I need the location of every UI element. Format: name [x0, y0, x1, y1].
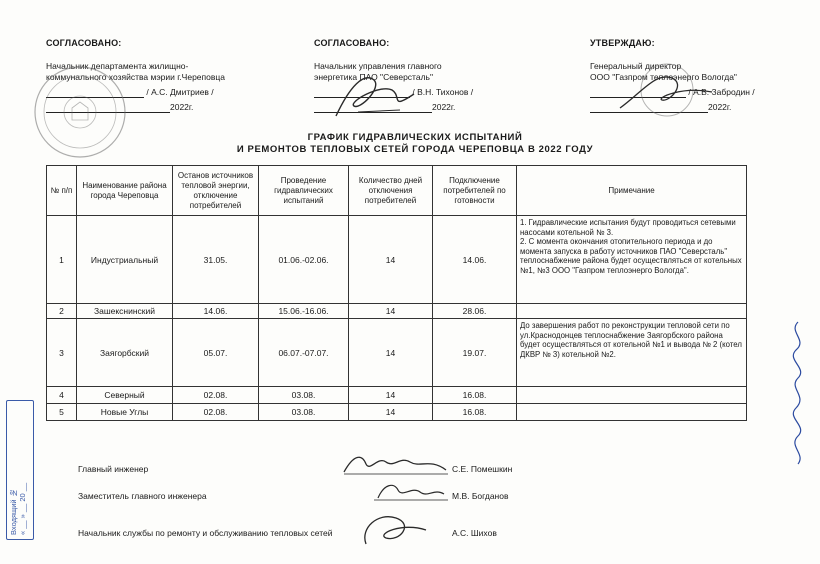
approval-signature-line [314, 87, 544, 98]
row-number: 1 [47, 216, 77, 304]
approval-block-severstal [314, 38, 544, 113]
connect-date-cell: 16.08. [433, 387, 517, 404]
header-cell: Останов источников тепловой энергии, отключение потребителей [173, 166, 259, 216]
approval-signature-line [46, 87, 276, 98]
header-cell: № п/п [47, 166, 77, 216]
signature-scribble [356, 508, 436, 552]
approval-date-line [590, 102, 810, 113]
signer-role: Заместитель главного инженера [78, 491, 207, 501]
district-cell: Новые Углы [77, 404, 173, 421]
signer-name: М.В. Богданов [452, 491, 509, 501]
test-dates-cell: 01.06.-02.06. [259, 216, 349, 304]
approval-date: 2022г. [170, 102, 194, 112]
approval-heading: УТВЕРЖДАЮ: [590, 38, 655, 48]
connect-date-cell: 16.08. [433, 404, 517, 421]
header-cell: Проведение гидравлических испытаний [259, 166, 349, 216]
header-cell: Количество дней отключения потребителей [349, 166, 433, 216]
district-cell: Зашекснинский [77, 304, 173, 319]
stop-date-cell: 31.05. [173, 216, 259, 304]
approval-date-line [314, 102, 544, 113]
approval-signatory-name: / А.С. Дмитриев / [146, 87, 214, 97]
connect-date-cell: 28.06. [433, 304, 517, 319]
signer-name: С.Е. Помешкин [452, 464, 513, 474]
connect-date-cell: 14.06. [433, 216, 517, 304]
district-cell: Северный [77, 387, 173, 404]
handwritten-margin-note [780, 318, 816, 468]
signer-role: Главный инженер [78, 464, 149, 474]
test-dates-cell: 03.08. [259, 387, 349, 404]
signer-name: А.С. Шихов [452, 528, 497, 538]
approval-block-gazprom [590, 38, 810, 113]
note-cell: До завершения работ по реконструкции тепловой сети по ул.Краснодонцев теплоснабжение Заягорбского района будет осуществляться от котельной №1 и вывода № 2 (котел ДКВР № 3) котельной №2. [517, 319, 747, 387]
stop-date-cell: 02.08. [173, 387, 259, 404]
test-dates-cell: 03.08. [259, 404, 349, 421]
note-paragraph: 2. С момента окончания отопительного периода и до момента запуска в работу источников ПАО "Северсталь" теплоснабжение района будет осуществляться от котельных №1, №3 ООО "Газпром теплоэнерго Вологда". [520, 237, 742, 275]
note-cell [517, 216, 747, 304]
signer-role: Начальник службы по ремонту и обслуживанию тепловых сетей [78, 528, 333, 538]
approval-position-line: коммунального хозяйства мэрии г.Череповца [46, 72, 225, 82]
approval-date-line [46, 102, 276, 113]
connect-date-cell: 19.07. [433, 319, 517, 387]
approval-position-line: Начальник департамента жилищно- [46, 61, 189, 71]
stop-date-cell: 02.08. [173, 404, 259, 421]
title-line: И РЕМОНТОВ ТЕПЛОВЫХ СЕТЕЙ ГОРОДА ЧЕРЕПОВЦА В 2022 ГОДУ [236, 144, 594, 155]
row-number: 4 [47, 387, 77, 404]
approval-block-zhkh [46, 38, 276, 113]
district-cell: Индустриальный [77, 216, 173, 304]
table-row [47, 304, 747, 319]
approval-signatory-name: / А.В. Забродин / [688, 87, 755, 97]
table-header-row [47, 166, 747, 216]
row-number: 5 [47, 404, 77, 421]
days-cell: 14 [349, 319, 433, 387]
incoming-registration-stamp [6, 400, 34, 540]
table-row [47, 216, 747, 304]
schedule-table [46, 165, 747, 421]
row-number: 2 [47, 304, 77, 319]
approval-date: 2022г. [432, 102, 456, 112]
approval-position-line: ООО "Газпром теплоэнерго Вологда" [590, 72, 737, 82]
header-cell: Подключение потребителей по готовности [433, 166, 517, 216]
document-title [180, 132, 650, 156]
incoming-label: Входящий № [9, 488, 18, 535]
approval-heading: СОГЛАСОВАНО: [314, 38, 390, 48]
table-row [47, 404, 747, 421]
approval-position-line: Генеральный директор [590, 61, 682, 71]
approval-heading: СОГЛАСОВАНО: [46, 38, 122, 48]
test-dates-cell: 15.06.-16.06. [259, 304, 349, 319]
header-cell: Наименование района города Череповца [77, 166, 173, 216]
note-cell [517, 304, 747, 319]
table-row [47, 387, 747, 404]
stop-date-cell: 05.07. [173, 319, 259, 387]
approval-signatory-name: / В.Н. Тихонов / [412, 87, 474, 97]
approval-position-line: энергетика ПАО "Северсталь" [314, 72, 433, 82]
table-row [47, 319, 747, 387]
days-cell: 14 [349, 387, 433, 404]
approval-position-line: Начальник управления главного [314, 61, 442, 71]
test-dates-cell: 06.07.-07.07. [259, 319, 349, 387]
days-cell: 14 [349, 216, 433, 304]
title-line: ГРАФИК ГИДРАВЛИЧЕСКИХ ИСПЫТАНИЙ [307, 132, 523, 143]
note-cell [517, 404, 747, 421]
days-cell: 14 [349, 304, 433, 319]
incoming-date: « __ » __ 20 __ [18, 482, 27, 535]
row-number: 3 [47, 319, 77, 387]
district-cell: Заягорбский [77, 319, 173, 387]
note-paragraph: 1. Гидравлические испытания будут проводиться сетевыми насосами котельной № 3. [520, 218, 736, 237]
signature-scribble [340, 450, 450, 478]
note-cell [517, 387, 747, 404]
stop-date-cell: 14.06. [173, 304, 259, 319]
signature-scribble [372, 478, 450, 504]
header-cell: Примечание [517, 166, 747, 216]
approval-signature-line [590, 87, 810, 98]
days-cell: 14 [349, 404, 433, 421]
approval-date: 2022г. [708, 102, 732, 112]
